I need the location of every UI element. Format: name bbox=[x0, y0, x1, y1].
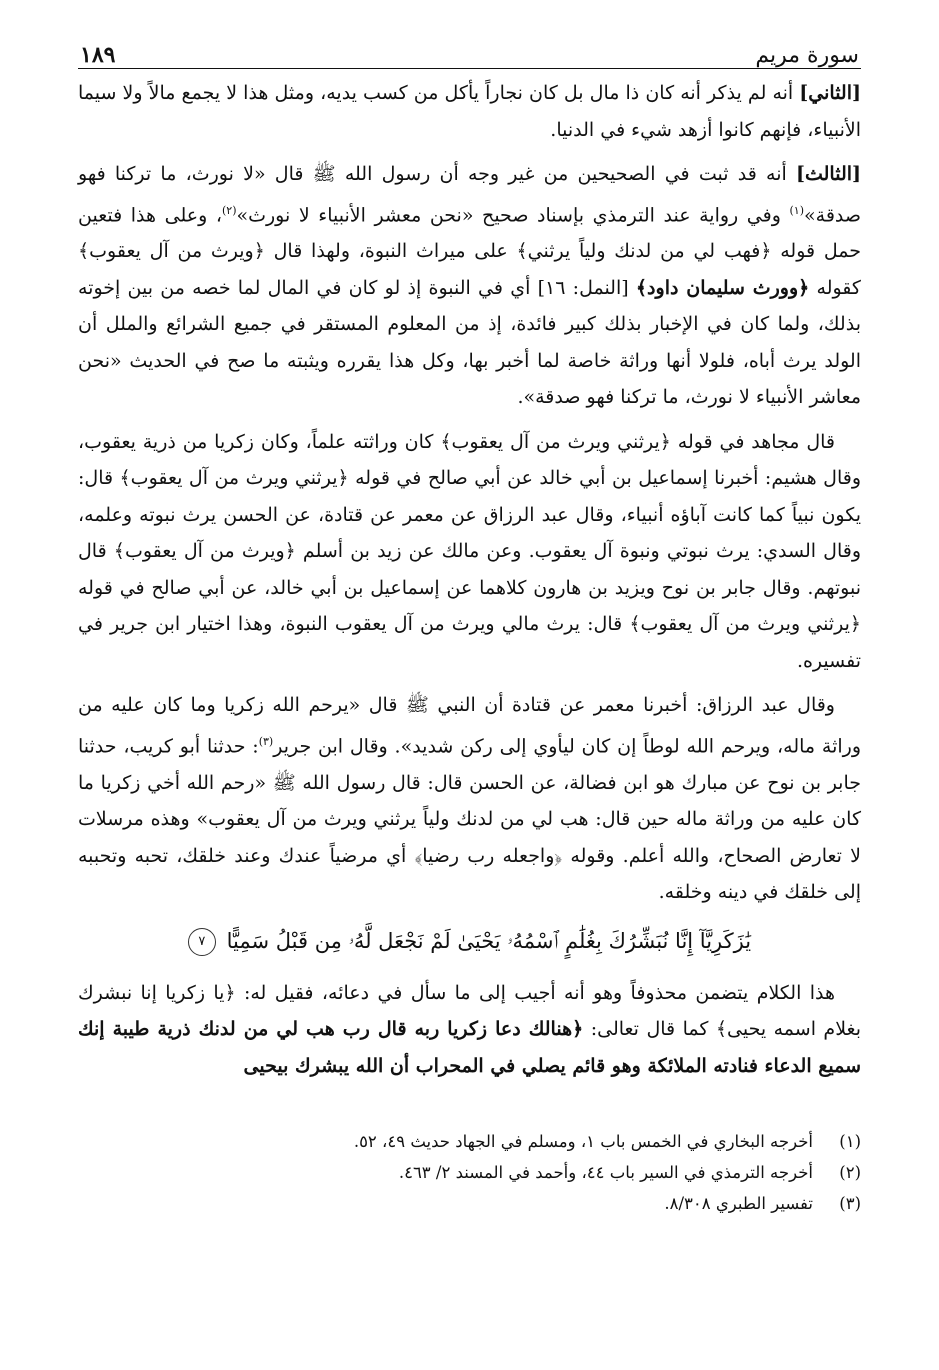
surah-title: سورة مريم bbox=[755, 43, 859, 68]
footnote bbox=[78, 1128, 861, 1155]
footnote-number: (٢) bbox=[839, 1163, 861, 1183]
footnote-number: (٣) bbox=[839, 1194, 861, 1214]
footnote-ref-1[interactable]: (١) bbox=[789, 203, 805, 217]
quran-verse bbox=[78, 921, 861, 961]
book-page bbox=[78, 24, 861, 1370]
paragraph-third-text-b: وفي رواية عند الترمذي بإسناد صحيح «نحن معشر الأنبياء لا نورث» bbox=[236, 203, 790, 226]
page-body bbox=[78, 75, 861, 1084]
footnote-number: (١) bbox=[839, 1132, 861, 1152]
paragraph-third bbox=[78, 156, 861, 416]
page-number: ١٨٩ bbox=[80, 42, 116, 68]
paragraph-second-text: أنه لم يذكر أنه كان ذا مال بل كان نجاراً يأكل من كسب يديه، ومثل هذا لا يجمع مالاً ولا سيما الأنبياء، فإنهم كانوا أزهد شيء في الدنيا. bbox=[78, 82, 861, 141]
footnotes bbox=[78, 1128, 861, 1217]
paragraph-third-text-a: أنه قد ثبت في الصحيحين من غير وجه أن رسول الله ﷺ قال «لا نورث، ما تركنا فهو صدقة» bbox=[78, 163, 862, 226]
paragraph-third-text-d: [النمل: ١٦] أي في النبوة إذ لو كان في المال لما خصه من بين إخوته بذلك، ولما كان في الإخبار بذلك كبير فائدة، إذ من المعلوم المستقر في جميع الشرائع والملل أن الولد يرث أباه، فلولا أنها وراثة خاصة لما أخبر بها، وكل هذا يقرره ويثبته ما صح في الحديث «نحن معاشر الأنبياء لا نورث، ما تركنا فهو صدقة». bbox=[78, 276, 861, 409]
quran-quote-bold-2: ﴿هنالك دعا زكريا ربه قال رب هب لي من لدنك ذرية طيبة إنك سميع الدعاء فنادته الملائكة وهو قائم يصلي في المحراب أن الله يبشرك بيحيى bbox=[78, 1018, 861, 1077]
label-second: [الثاني] bbox=[799, 82, 861, 104]
quran-quote-bold: ﴿وورث سليمان داود﴾ bbox=[635, 276, 810, 299]
footnote-text: أخرجه الترمذي في السير باب ٤٤، وأحمد في المسند ٢/ ٤٦٣. bbox=[398, 1163, 813, 1183]
label-third: [الثالث] bbox=[795, 163, 861, 185]
paragraph-third-text-c: ، وعلى هذا فتعين حمل قوله ﴿فهب لي من لدنك ولياً يرثني﴾ على ميراث النبوة، ولهذا قال ﴿ويرث من آل يعقوب﴾ كقوله bbox=[78, 203, 861, 299]
footnote-text: تفسير الطبري ٨/٣٠٨. bbox=[664, 1194, 813, 1214]
footnote-ref-2[interactable]: (٢) bbox=[221, 203, 237, 217]
paragraph-commentary bbox=[78, 975, 861, 1085]
paragraph-commentary-text: هذا الكلام يتضمن محذوفاً وهو أنه أجيب إلى ما سأل في دعائه، فقيل له: ﴿يا زكريا إنا نبشرك بغلام اسمه يحيى﴾ كما قال تعالى: bbox=[78, 981, 861, 1041]
paragraph-mujahid: قال مجاهد في قوله ﴿يرثني ويرث من آل يعقوب﴾ كان وراثته علماً، وكان زكريا من ذرية يعقوب، وقال هشيم: أخبرنا إسماعيل بن أبي خالد عن أبي صالح في قوله ﴿يرثني ويرث من آل يعقوب﴾ قال: يكون نبياً كما كانت آباؤه أنبياء، وقال عبد الرزاق عن معمر عن قتادة، عن الحسن يرث نبوته وعلمه، وقال السدي: يرث نبوتي ونبوة آل يعقوب. وعن مالك عن زيد بن أسلم ﴿ويرث من آل يعقوب﴾ قال نبوتهم. وقال جابر بن نوح ويزيد بن هارون كلاهما عن إسماعيل بن أبي خالد، عن أبي صالح في قوله ﴿يرثني ويرث من آل يعقوب﴾ قال: يرث مالي ويرث من آل يعقوب النبوة، وهذا اختيار ابن جرير في تفسيره. bbox=[78, 430, 861, 672]
footnote bbox=[78, 1159, 861, 1186]
page-header bbox=[78, 24, 861, 69]
verse-number-marker: ٧ bbox=[188, 928, 216, 956]
footnote-ref-3[interactable]: (٣) bbox=[258, 734, 274, 748]
footnote-text: أخرجه البخاري في الخمس باب ١، ومسلم في الجهاد حديث ٤٩، ٥٢. bbox=[353, 1132, 813, 1152]
paragraph-abdulrazzaq bbox=[78, 687, 861, 910]
paragraph-second bbox=[78, 75, 861, 148]
verse-text: يَٰزَكَرِيَّآ إِنَّا نُبَشِّرُكَ بِغُلَٰمٍ ٱسْمُهُۥ يَحْيَىٰ لَمْ نَجْعَل لَّهُۥ مِن قَبْلُ سَمِيًّا bbox=[226, 928, 752, 953]
paragraph-abdulrazzaq-text-a: وقال عبد الرزاق: أخبرنا معمر عن قتادة أن النبي ﷺ قال «يرحم الله زكريا وما كان عليه من وراثة ماله، ويرحم الله لوطاً إن كان ليأوي إلى ركن شديد». وقال ابن جرير bbox=[78, 694, 861, 758]
paragraph-abdulrazzaq-text-b: : حدثنا أبو كريب، حدثنا جابر بن نوح عن مبارك هو ابن فضالة، عن الحسن قال: قال رسول الله ﷺ «رحم الله أخي زكريا ما كان عليه من وراثة ماله حين قال: هب لي من لدنك ولياً يرثني ويرث من آل يعقوب» وهذه مرسلات لا تعارض الصحاح، والله أعلم. وقوله ﴿واجعله رب رضيا﴾ أي مرضياً عندك وعند خلقك، تحبه وتحببه إلى خلقك في دينه وخلقه. bbox=[78, 735, 861, 904]
footnote bbox=[78, 1190, 861, 1217]
